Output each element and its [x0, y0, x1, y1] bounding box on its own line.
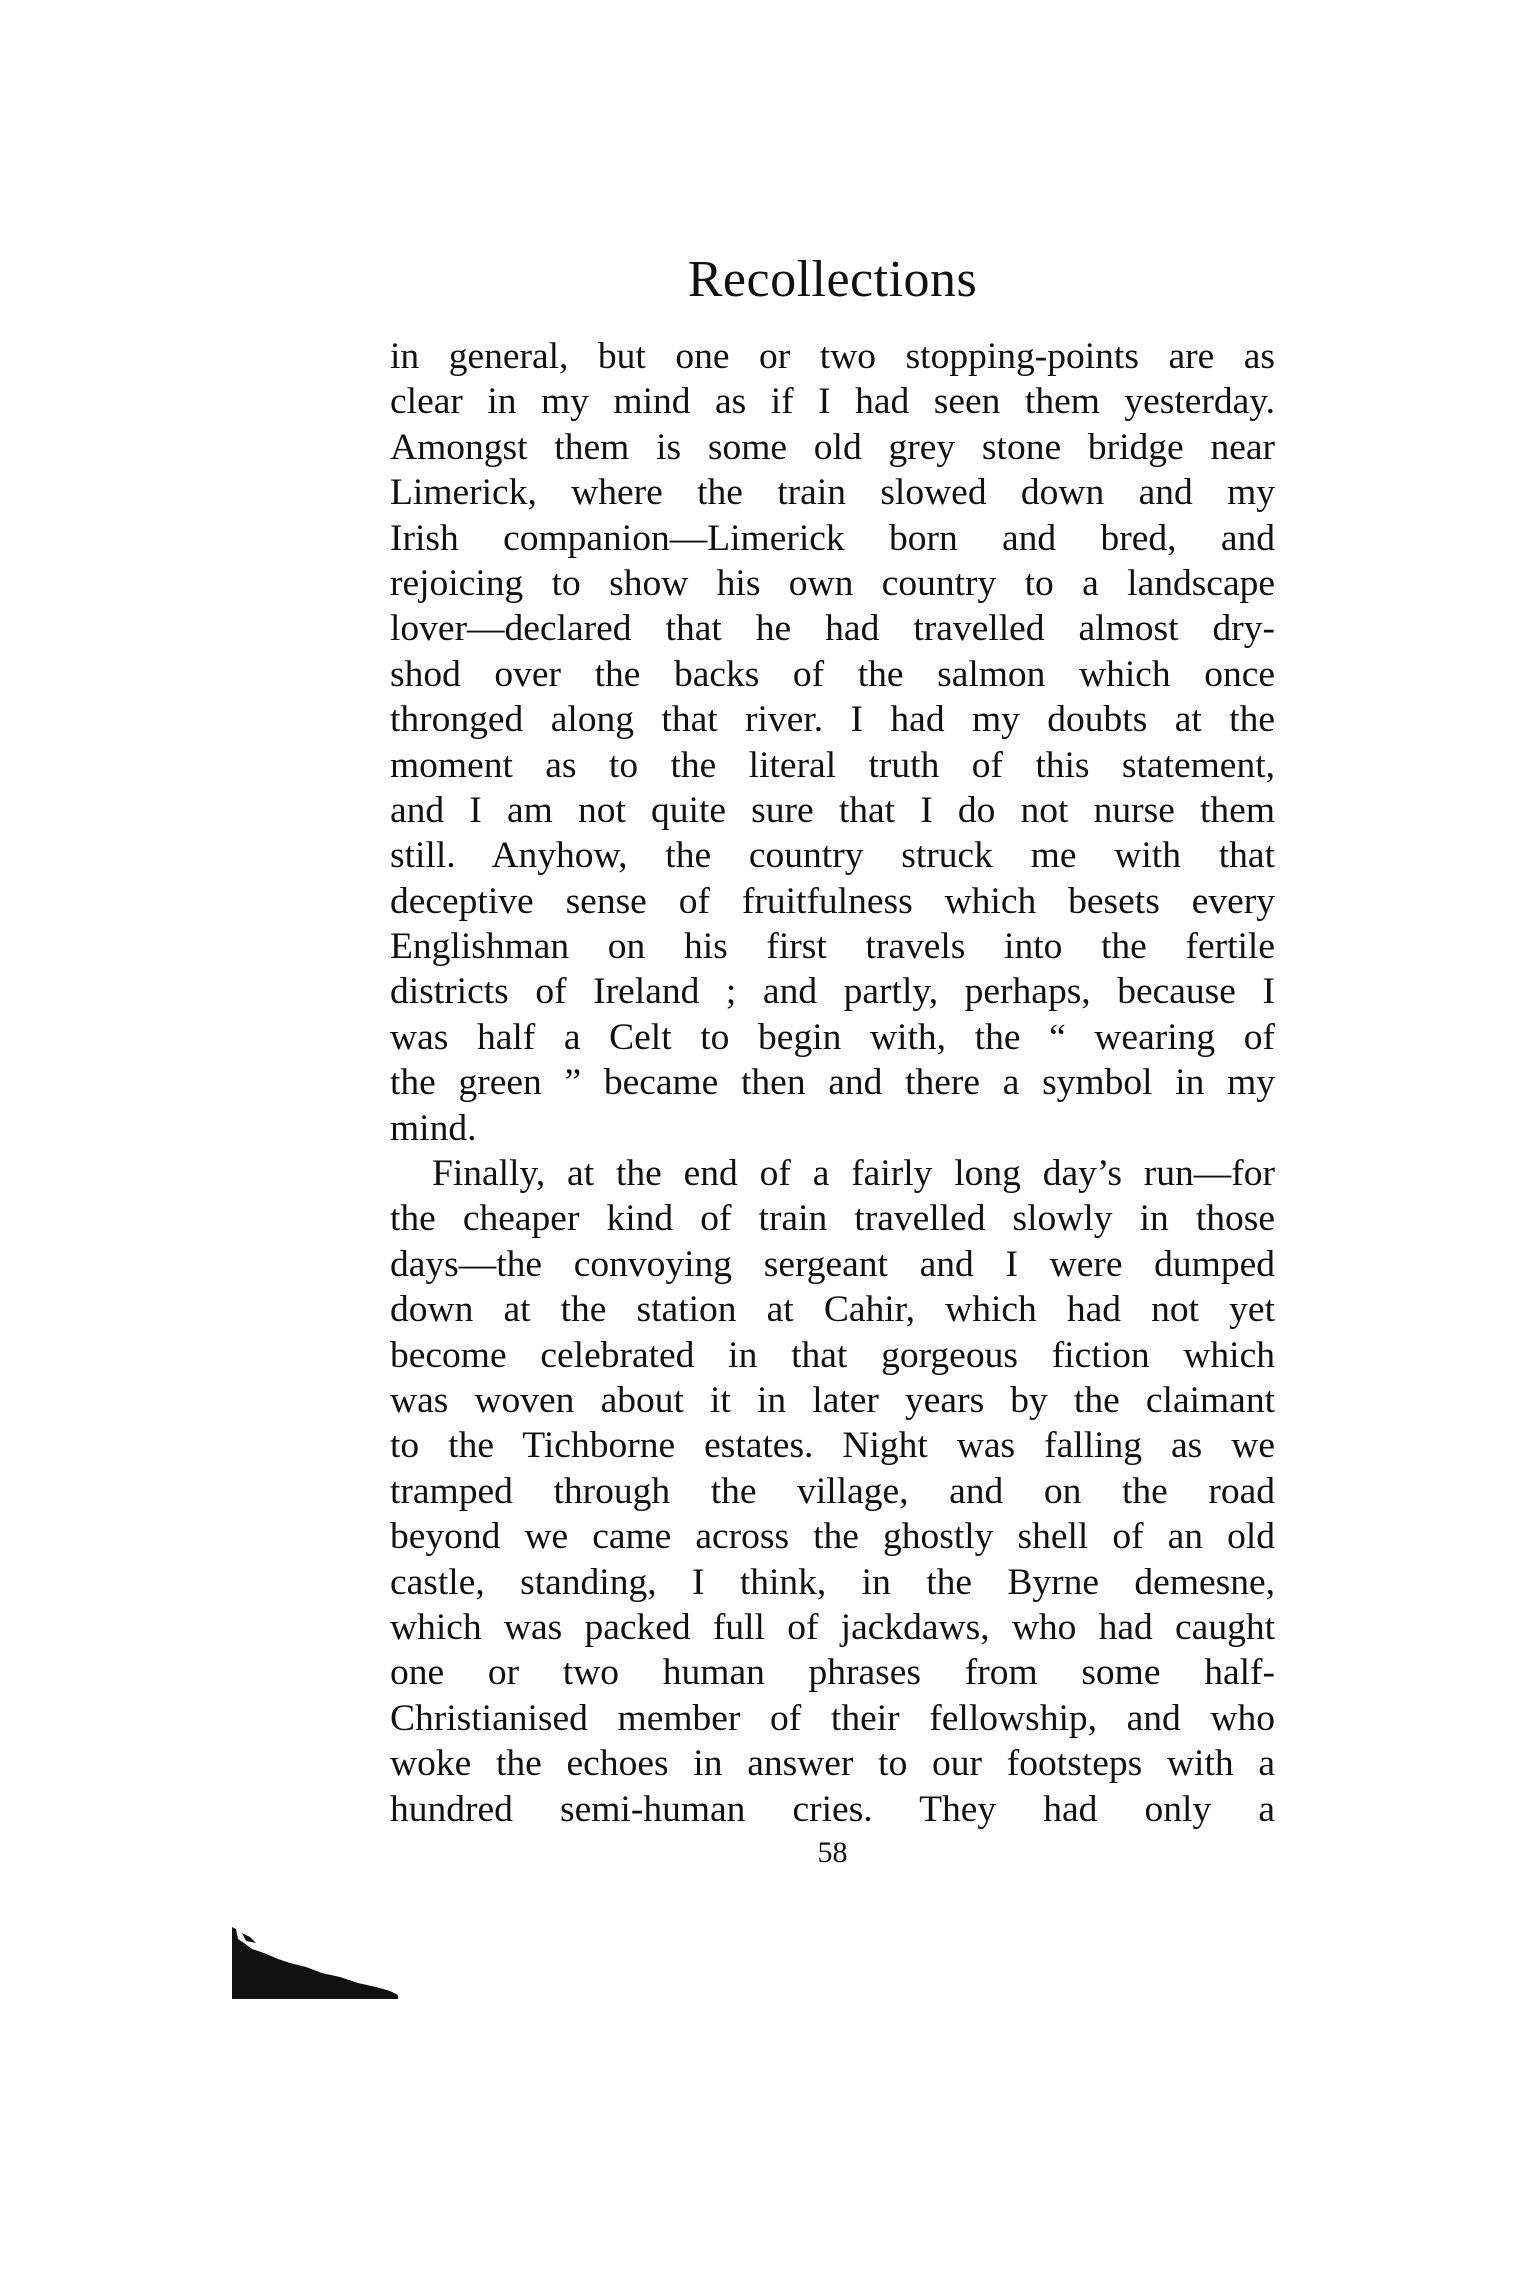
text-line: shod over the backs of the salmon which once: [390, 653, 1275, 695]
text-line: castle, standing, I think, in the Byrne demesne,: [390, 1561, 1275, 1603]
scan-artifact: [230, 1925, 400, 2000]
paragraph-start-line: Finally, at the end of a fairly long day’s run—for: [432, 1153, 1275, 1195]
text-line: beyond we came across the ghostly shell of an old: [390, 1516, 1275, 1558]
text-line: was half a Celt to begin with, the “ wearing of: [390, 1016, 1275, 1058]
text-line: the cheaper kind of train travelled slowly in those: [390, 1198, 1275, 1240]
text-line: Amongst them is some old grey stone bridge near: [390, 426, 1275, 468]
text-line: lover—declared that he had travelled almost dry-: [390, 608, 1275, 650]
text-line: Limerick, where the train slowed down and my: [390, 472, 1275, 514]
text-line: Irish companion—Limerick born and bred, and: [390, 517, 1275, 559]
text-line: down at the station at Cahir, which had not yet: [390, 1289, 1275, 1331]
text-line: Christianised member of their fellowship, and who: [390, 1697, 1275, 1739]
text-line: woke the echoes in answer to our footsteps with a: [390, 1743, 1275, 1785]
text-line: moment as to the literal truth of this statement,: [390, 744, 1275, 786]
text-line: days—the convoying sergeant and I were dumped: [390, 1243, 1275, 1285]
text-line: to the Tichborne estates. Night was falling as we: [390, 1425, 1275, 1467]
text-line: one or two human phrases from some half-: [390, 1652, 1275, 1694]
paragraph-end-line: mind.: [390, 1107, 477, 1149]
text-line: and I am not quite sure that I do not nurse them: [390, 789, 1275, 831]
text-line: in general, but one or two stopping-points are as: [390, 336, 1275, 377]
text-line: hundred semi-human cries. They had only a: [390, 1788, 1275, 1830]
running-head: Recollections: [687, 251, 978, 308]
body-text: [390, 334, 1275, 1832]
text-line: tramped through the village, and on the road: [390, 1470, 1275, 1512]
text-line: districts of Ireland ; and partly, perhaps, because I: [390, 971, 1275, 1013]
text-line: clear in my mind as if I had seen them yesterday.: [390, 381, 1275, 423]
text-line: still. Anyhow, the country struck me with that: [390, 835, 1275, 877]
text-line: thronged along that river. I had my doubts at the: [390, 699, 1275, 741]
text-line: Englishman on his first travels into the fertile: [390, 926, 1275, 968]
text-line: become celebrated in that gorgeous fiction which: [390, 1334, 1275, 1376]
page-number: 58: [817, 1836, 848, 1869]
text-line: rejoicing to show his own country to a landscape: [390, 562, 1275, 604]
text-line: deceptive sense of fruitfulness which besets every: [390, 880, 1275, 922]
text-line: the green ” became then and there a symbol in my: [390, 1062, 1275, 1104]
text-line: was woven about it in later years by the claimant: [390, 1379, 1275, 1421]
text-line: which was packed full of jackdaws, who had caught: [390, 1606, 1275, 1648]
